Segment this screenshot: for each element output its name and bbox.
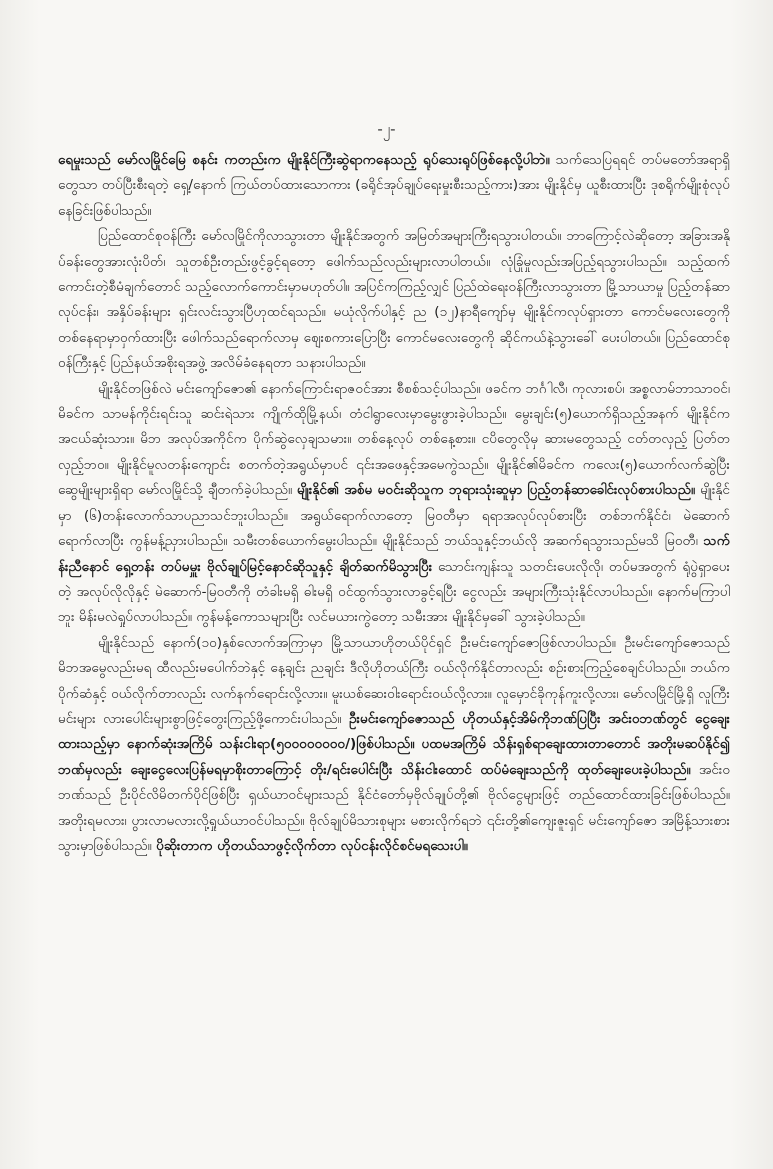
paragraph [58,224,730,376]
paragraph [58,148,730,224]
text-segment: သက်သေပြရရင် တပ်မတော်အရာရှိတွေသာ တပ်ပြီးစီးရတဲ့ ရှေ့/နောက် ကြယ်တပ်ထားသောကား (ခရိုင်အုပ်ချုပ်ရေးမှုးစီးသည့်ကား)အား မျိုးနိုင်မှ ယူစီးထားပြီး ဒုစရိုက်မျိုးစုံလုပ်နေခြင်းဖြစ်ပါသည်။ [58,152,730,219]
paragraph [58,631,730,860]
paragraph [58,377,730,631]
bold-text-segment: ပိုဆိုးတာက ဟိုတယ်သာဖွင့်လိုက်တာ လုပ်ငန်းလိုင်စင်မရသေးပါ။ [156,837,468,854]
page-number: -၂- [377,120,396,138]
text-segment: သောင်းကျန်းသူ သတင်းပေးလိုလို၊ တပ်မအတွက် ရုံပွဲရှာပေးတဲ့ အလုပ်လိုလိုနှင့် မဲဆောက်-မြဝတီကို တံခါးမရှိ ဓါးမရှိ ဝင်ထွက်သွားလာခွင့်ရပြီး ငွေလည်း အများကြီးသုံးနိုင်လာပါသည်။ နောက်မကြာပါဘူး မိန်းမလဲရှုပ်လာပါသည်။ ကွန်မန့်ကောသများပြီး လင်မယားကွဲတော့ သမီးအား မျိုးနိုင်မှခေါ် သွားခဲ့ပါသည်။ [58,558,730,626]
text-segment: အင်းဝဘဏ်သည် ဦးပိုင်လိမိတက်ပိုင်ဖြစ်ပြီး ရှယ်ယာဝင်များသည် နိုင်ငံတော်မှဗိုလ်ချုပ်တို့၏ ဗိုလ်ငွေများဖြင့် တည်ထောင်ထားခြင်းဖြစ်ပါသည်။ အတိုးရမလား၊ ပွားလာမလားလို့ရှုယ်ယာဝင်ပါသည်။ ဗိုလ်ချုပ်မိသားစုများ မစားလိုက်ရဘဲ ၎င်းတို့၏ကျေးဇူးရှင် မင်းကျော်ဇော အမြိန့်သားစားသွားမှာဖြစ်ပါသည်။ [58,761,730,854]
bold-text-segment: မျိုးနိုင်၏ အစ်မ မဝင်းဆိုသူက ဘုရားသုံးဆူမှာ ပြည့်တန်ဆာခေါင်းလုပ်စားပါသည်။ [297,482,696,499]
text-segment: မျိုးနိုင်မှာ (၆)တန်းလောက်သာပညာသင်ဘူးပါသည်။ အရွယ်ရောက်လာတော့ မြဝတီမှာ ရရာအလုပ်လုပ်စားပြီး တစ်ဘက်နိုင်ငံ၊ မဲဆောက်ရောက်လာပြီး ကွန်မန့်ညှားပါသည်။ သမီးတစ်ယောက်မွေးပါသည်။ မျိုးနိုင်သည် ဘယ်သူနှင့်ဘယ်လို အဆက်ရသွားသည်မသိ မြဝတီ၊ [58,482,730,550]
bold-text-segment: ရေမှုးသည် မော်လမြိုင်မြေ စနင်း ကတည်းက မျိုးနိုင်ကြီးဆွဲရာကနေသည့် ရုပ်သေးရုပ်ဖြစ်နေလို့ပါဘဲ။ [58,152,550,168]
text-segment: မျိုးနိုင်သည် နောက်(၁၀)နှစ်လောက်အကြာမှာ မြို့သာယာဟိုတယ်ပိုင်ရှင် ဦးမင်းကျော်ဇောဖြစ်လာပါသည်။ ဦးမင်းကျော်ဇောသည် မိဘအမွေလည်းမရ ထီလည်းမပေါက်ဘဲနှင့် နေ့ချင်း ညချင်း ဒီလိုဟိုတယ်ကြီး ဝယ်လိုက်နိုင်တာလည်း စဉ်းစားကြည့်စေချင်ပါသည်။ ဘယ်ကပိုက်ဆံနှင့် ဝယ်လိုက်တာလည်း လက်နက်ရောင်းလို့လား။ မူးယစ်ဆေးဝါးရောင်းဝယ်လို့လား။ လူမှောင်ခိုကုန်ကူးလို့လား၊ မော်လမြိုင်မြို့ရှိ လူကြီးမင်းများ လားပေါင်းများစွာဖြင့်တွေးကြည့်ဖို့ကောင်းပါသည်။ [58,634,730,727]
bold-text-segment: သက်န်းညီနောင် ရှေ့တန်း တပ်မမှူး ဗိုလ်ချုပ်မြင့်နောင်ဆိုသူနှင့် ချိတ်ဆက်မိသွားပြီး [58,533,730,575]
text-segment: မျိုးနိုင်တဖြစ်လဲ မင်းကျော်ဇော၏ နောက်ကြောင်းရာဇဝင်အား စီစစ်သင့်ပါသည်။ ဖခင်က ဘင်္ဂါလီ၊ ကုလားစပ်၊ အစ္စလာမ်ဘာသာဝင်၊ မိခင်က သာမန်ကိုင်းရင်းသူ ဆင်းရဲသား ကျိုက်ထိုမြို့နယ်၊ တံငါရွာလေးမှာမွေးဖွားခဲ့ပါသည်။ မွေးချင်း(၅)ယောက်ရှိသည့်အနက် မျိုးနိုင်က အငယ်ဆုံးသား။ မိဘ အလုပ်အကိုင်က ပိုက်ဆွဲလှေချသမား။ တစ်နေ့လုပ် တစ်နေ့စား။ ငပိတွေလိုမှ ဆားမတွေသည့် ငတ်တလှည့် ပြတ်တလှည့်ဘဝ။ မျိုးနိုင်မူလတန်းကျောင်း စတက်တဲ့အရွယ်မှာပင် ၎င်းအဖေနှင့်အမေကွဲသည်။ မျိုးနိုင်၏မိခင်က ကလေး(၅)ယောက်လက်ဆွဲပြီး ဆွေမျိုးများရှိရာ မော်လမြိုင်သို့ ချီတက်ခဲ့ပါသည်။ [58,380,730,499]
bold-text-segment: ဦးမင်းကျော်ဇောသည် ဟိုတယ်နှင့်အိမ်ကိုဘဏ်ပြပြီး အင်းဝဘဏ်တွင် ငွေချေးထားသည့်မှာ နောက်ဆုံးအကြိမ် သန်းငါးရာ(၅၀၀၀၀၀၀၀၀/)ဖြစ်ပါသည်။ ပထမအကြိမ် သိန်းရှစ်ရာချေးထားတာတောင် အတိုးမဆပ်နိုင်၍ ဘဏ်မှလည်း ချေးငွေလေးပြန်မရမှာစိုးတာကြောင့် တိုး/ရင်းပေါင်းပြီး သိန်းငါးထောင် ထပ်မံချေးသည်ကို ထုတ်ချေးပေးခဲ့ပါသည်။ [58,710,730,778]
document-body [58,148,730,859]
text-segment: ပြည်ထောင်စုဝန်ကြီး မော်လမြိုင်ကိုလာသွားတာ မျိုးနိုင်အတွက် အမြတ်အများကြီးရသွားပါတယ်။ ဘာကြောင့်လဲဆိုတော့ အခြားအနိုပ်ခန်းတွေအားလုံးပိတ်၊ သူတစ်ဦးတည်းဖွင့်ခွင့်ရတော့ ဖေါက်သည်လည်းများလာပါတယ်။ လုံခြုံမှုလည်းအပြည့်ရသွားပါသည်။ သည့်ထက်ကောင်းတဲ့စီမံချက်တောင် သည့်လောက်ကောင်းမှာမဟုတ်ပါ။ အပြင်ကကြည့်လျှင် ပြည်ထဲရေးဝန်ကြီးလာသွားတာ မြို့သာယာမှု ပြည့်တန်ဆာလုပ်ငန်း၊ အနှိပ်ခန်းများ ရှင်းလင်းသွားပြီဟုထင်ရသည်။ မယုံလိုက်ပါနှင့် ည (၁၂)နာရီကျော်မှ မျိုးနိုင်ကလုပ်ရှားတာ ကောင်မလေးတွေကို တစ်နေရာမှာဝှက်ထားပြီး ဖေါက်သည်ရောက်လာမှ ဈေးစကားပြောပြီး ကောင်မလေးတွေကို ဆိုင်ကယ်နဲ့သွားခေါ် ပေးပါတယ်။ ပြည်ထောင်စုဝန်ကြီးနှင့် ပြည်နယ်အစိုးရအဖွဲ့ အလိမ်ခံနေရတာ သနားပါသည်။ [58,228,730,372]
